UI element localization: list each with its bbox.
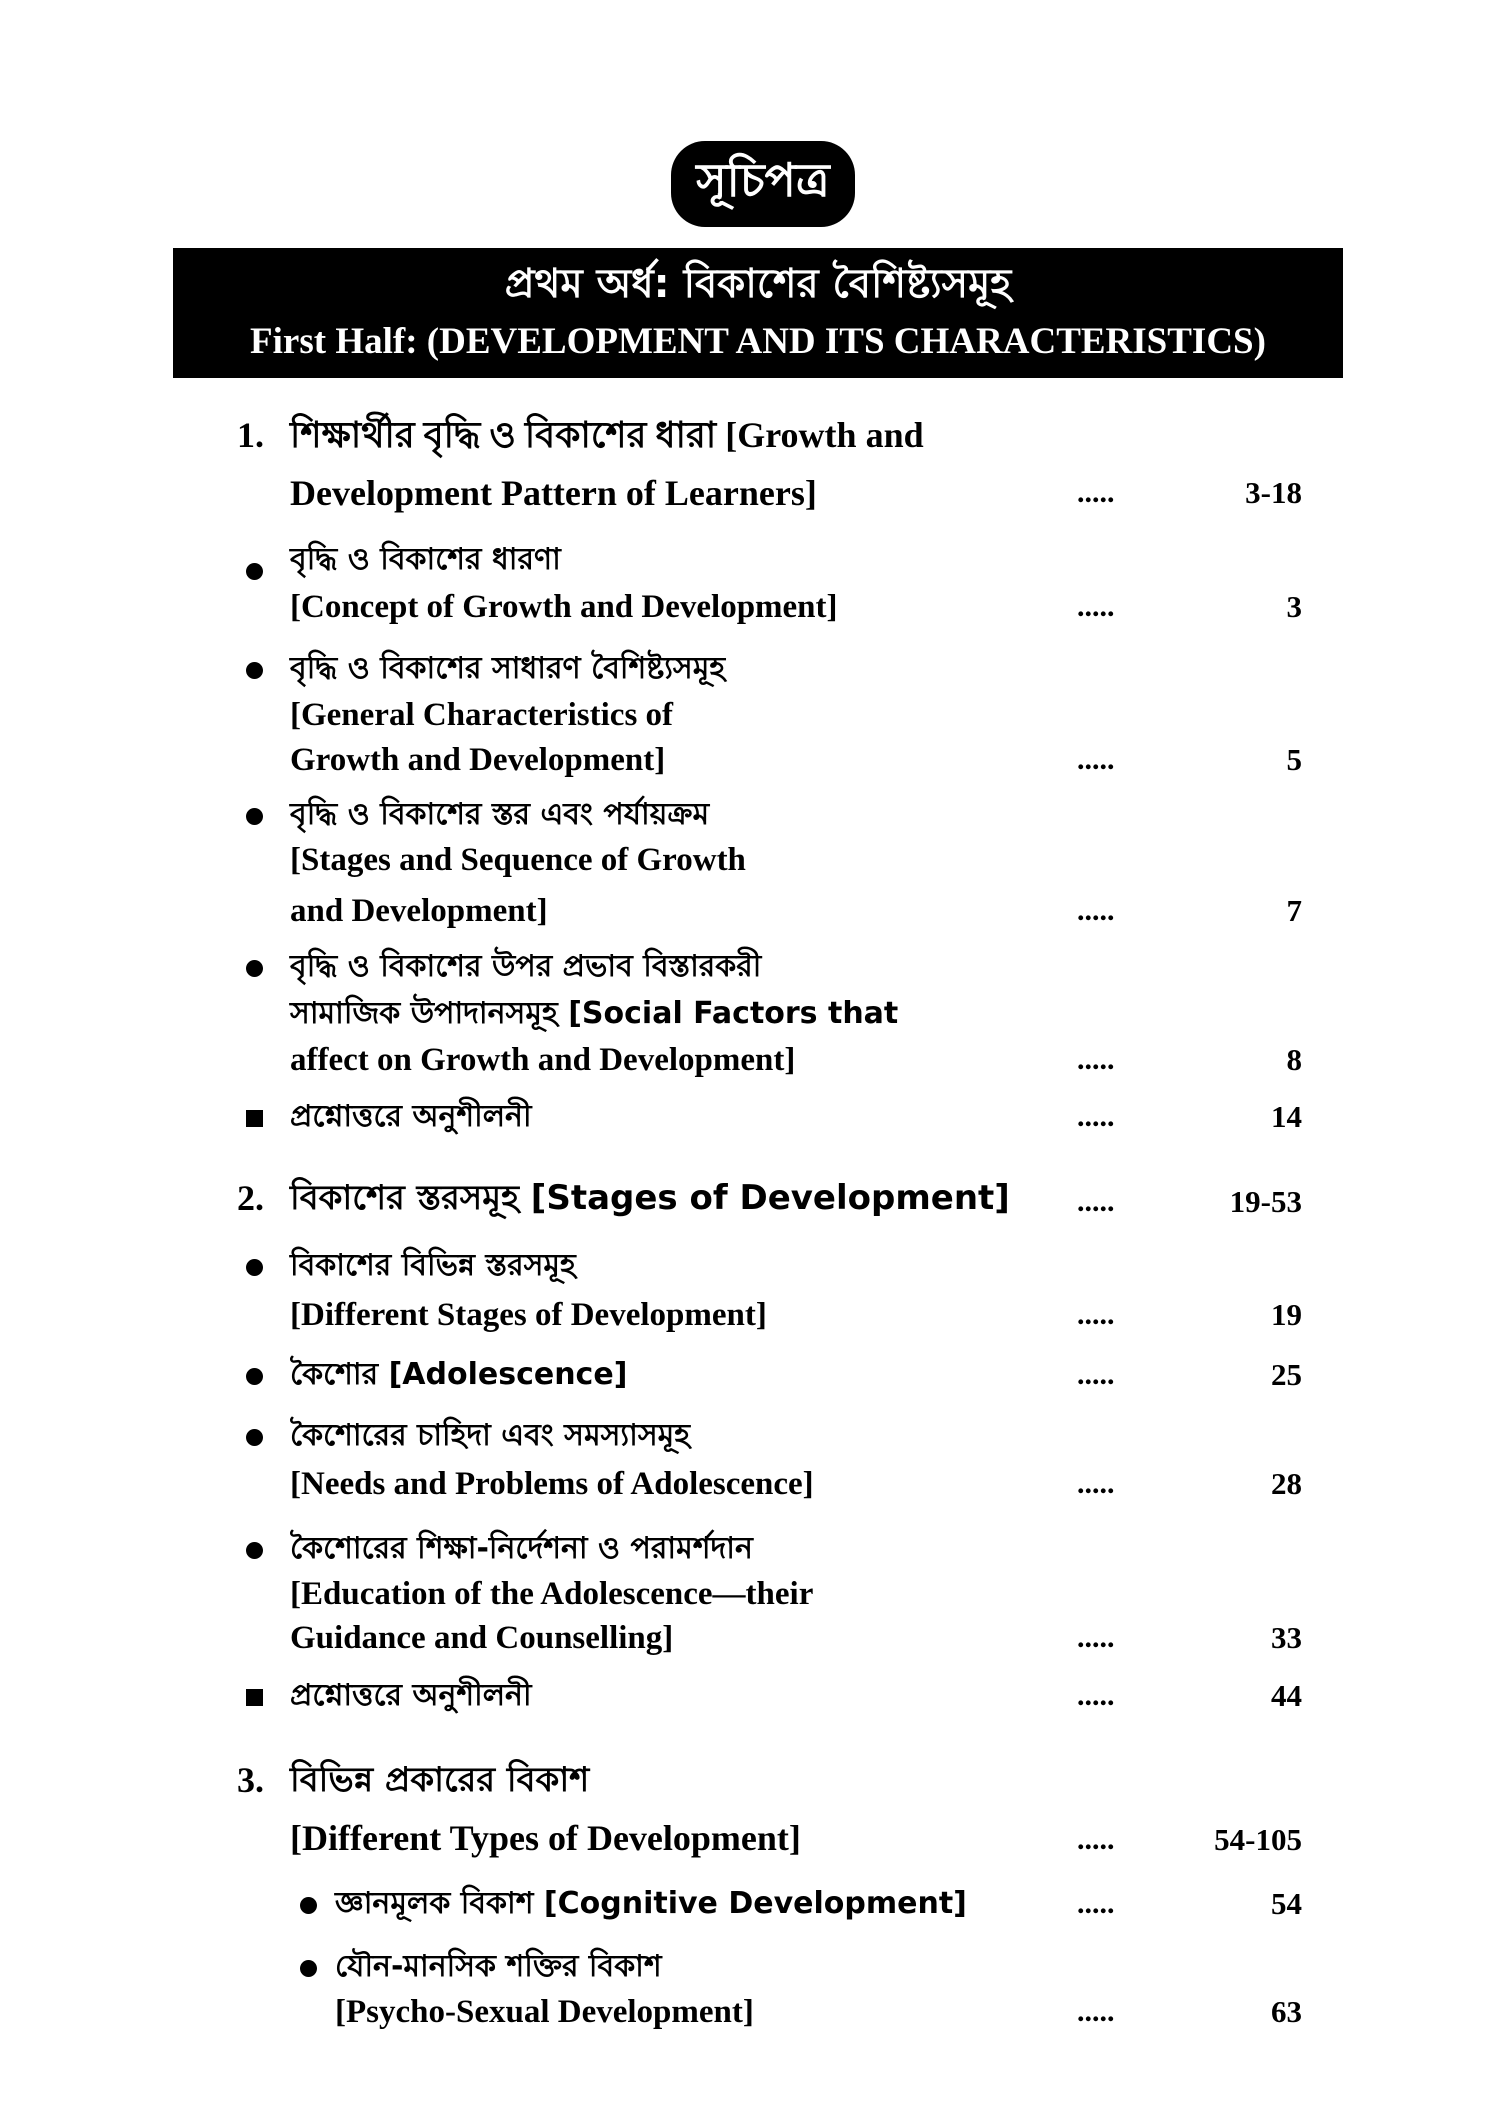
toc-entry: কৈশোরের চাহিদা এবং সমস্যাসমূহ (290, 1418, 691, 1453)
leader-dots: ..... (1077, 1679, 1115, 1712)
toc-entry: [Psycho-Sexual Development] (335, 1994, 754, 2030)
toc-entry: Growth and Development] (290, 742, 666, 778)
chapter-title: বিভিন্ন প্রকারের বিকাশ (290, 1760, 590, 1800)
leader-dots: ..... (1077, 1995, 1115, 2028)
toc-entry: সামাজিক উপাদানসমূহ [Social Factors that (290, 996, 899, 1031)
page-number: 44 (1271, 1678, 1302, 1713)
bullet-icon (246, 1368, 263, 1385)
page-number: 8 (1286, 1042, 1302, 1077)
square-bullet-icon (246, 1689, 263, 1706)
toc-entry: [Education of the Adolescence—their (290, 1576, 814, 1612)
page-number: 19-53 (1229, 1184, 1302, 1219)
leader-dots: ..... (1077, 1467, 1115, 1500)
toc-entry: বৃদ্ধি ও বিকাশের সাধারণ বৈশিষ্ট্যসমূহ (290, 651, 726, 686)
page-number: 5 (1286, 742, 1302, 777)
bullet-icon (246, 808, 263, 825)
toc-entry: বৃদ্ধি ও বিকাশের ধারণা (290, 542, 561, 577)
banner-bengali-title: প্রথম অর্ধ: বিকাশের বৈশিষ্ট্যসমূহ (504, 261, 1012, 307)
page-number: 54-105 (1214, 1822, 1302, 1857)
leader-dots: ..... (1077, 1358, 1115, 1391)
toc-entry: [General Characteristics of (290, 697, 674, 733)
chapter-number: 1. (237, 415, 264, 455)
bullet-icon (300, 1960, 317, 1977)
leader-dots: ..... (1077, 1887, 1115, 1920)
chapter-title: Development Pattern of Learners] (290, 473, 817, 513)
toc-entry: [Stages and Sequence of Growth (290, 842, 746, 878)
chapter-title: শিক্ষার্থীর বৃদ্ধি ও বিকাশের ধারা [Growth and (290, 415, 924, 455)
page-title: সূচিপত্র (671, 141, 855, 227)
toc-entry: বিকাশের বিভিন্ন স্তরসমূহ (290, 1248, 576, 1283)
chapter-title: বিকাশের স্তরসমূহ [Stages of Development] (290, 1178, 1010, 1218)
toc-entry: affect on Growth and Development] (290, 1042, 796, 1078)
bullet-icon (246, 1429, 263, 1446)
bullet-icon (246, 563, 263, 580)
leader-dots: ..... (1077, 1823, 1115, 1856)
page-number: 63 (1271, 1994, 1302, 2029)
chapter-number: 3. (237, 1760, 264, 1800)
bullet-icon (246, 1542, 263, 1559)
exercise-entry: প্রশ্নোত্তরে অনুশীলনী (290, 1678, 532, 1713)
toc-entry: যৌন-মানসিক শক্তির বিকাশ (335, 1949, 662, 1984)
page-number: 14 (1271, 1099, 1302, 1134)
banner-english-title: First Half: (DEVELOPMENT AND ITS CHARACTERISTICS) (250, 321, 1266, 362)
toc-entry: Guidance and Counselling] (290, 1620, 674, 1656)
section-banner (173, 248, 1343, 378)
page-number: 3-18 (1245, 475, 1302, 510)
leader-dots: ..... (1077, 1043, 1115, 1076)
chapter-title: [Different Types of Development] (290, 1818, 801, 1858)
square-bullet-icon (246, 1110, 263, 1127)
bullet-icon (300, 1897, 317, 1914)
page-number: 19 (1271, 1297, 1302, 1332)
page-number: 7 (1286, 893, 1302, 928)
toc-entry: কৈশোর [Adolescence] (290, 1357, 628, 1392)
toc-entry: [Different Stages of Development] (290, 1297, 767, 1333)
leader-dots: ..... (1077, 1100, 1115, 1133)
page-number: 28 (1271, 1466, 1302, 1501)
toc-entry: কৈশোরের শিক্ষা-নির্দেশনা ও পরামর্শদান (290, 1531, 753, 1566)
bullet-icon (246, 960, 263, 977)
page-number: 33 (1271, 1620, 1302, 1655)
exercise-entry: প্রশ্নোত্তরে অনুশীলনী (290, 1099, 532, 1134)
toc-entry: জ্ঞানমূলক বিকাশ [Cognitive Development] (335, 1886, 967, 1921)
toc-entry: [Needs and Problems of Adolescence] (290, 1466, 814, 1502)
leader-dots: ..... (1077, 1185, 1115, 1218)
page-number: 54 (1271, 1886, 1302, 1921)
leader-dots: ..... (1077, 590, 1115, 623)
leader-dots: ..... (1077, 1621, 1115, 1654)
bullet-icon (246, 662, 263, 679)
page-number: 25 (1271, 1357, 1302, 1392)
leader-dots: ..... (1077, 1298, 1115, 1331)
toc-entry: বৃদ্ধি ও বিকাশের স্তর এবং পর্যায়ক্রম (290, 797, 710, 832)
toc-entry: [Concept of Growth and Development] (290, 589, 838, 625)
leader-dots: ..... (1077, 894, 1115, 927)
bullet-icon (246, 1259, 263, 1276)
toc-entry: বৃদ্ধি ও বিকাশের উপর প্রভাব বিস্তারকরী (290, 949, 762, 984)
leader-dots: ..... (1077, 476, 1115, 509)
page-number: 3 (1286, 589, 1302, 624)
toc-entry: and Development] (290, 893, 548, 929)
chapter-number: 2. (237, 1178, 264, 1218)
leader-dots: ..... (1077, 743, 1115, 776)
